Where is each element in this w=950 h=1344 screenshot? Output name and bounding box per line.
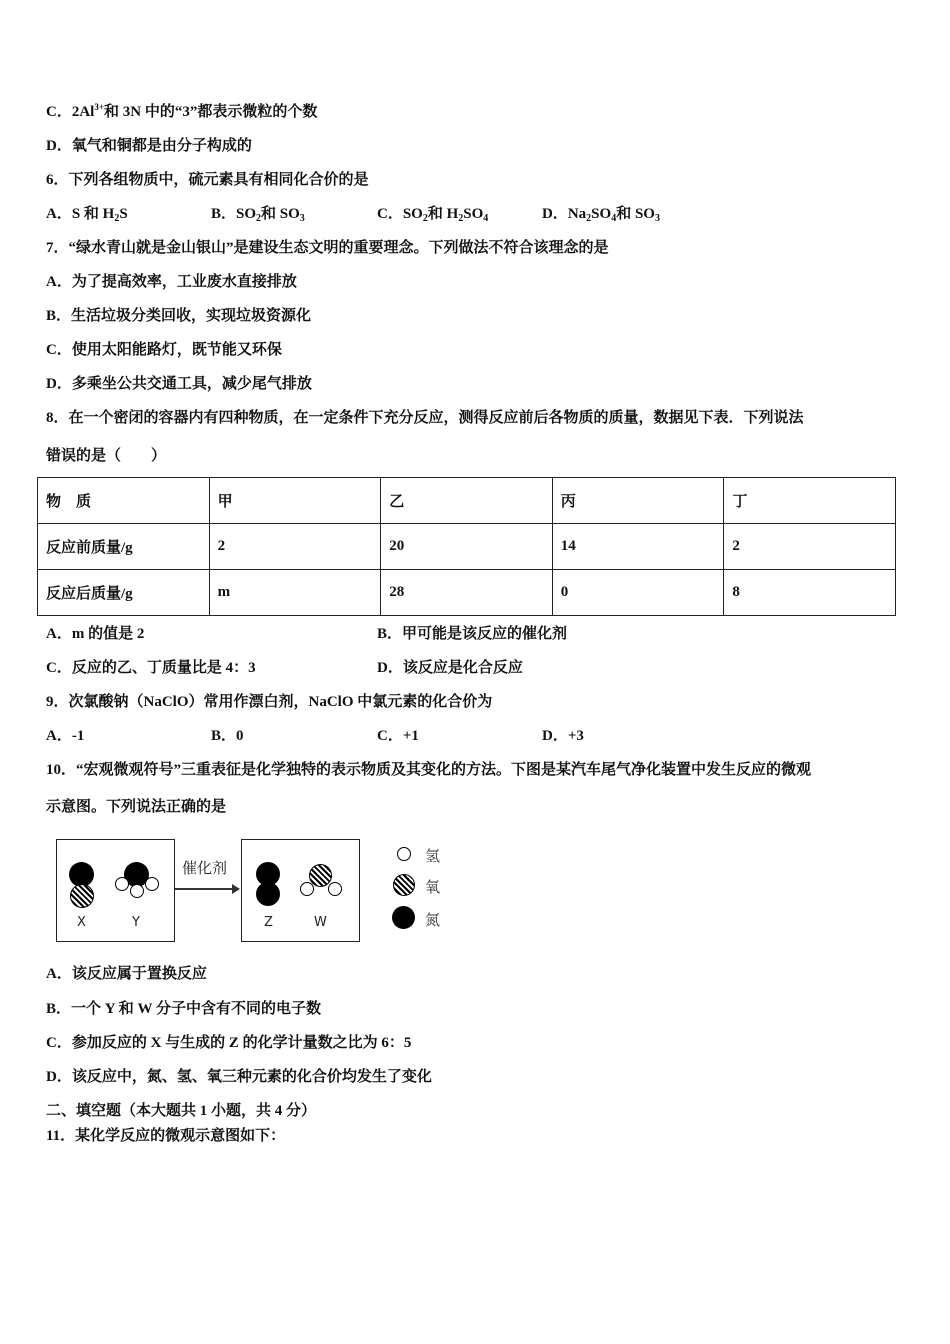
table-header-cell: 丁 <box>724 478 896 524</box>
molecule-label-y: Y <box>132 915 140 930</box>
table-row <box>38 570 896 616</box>
q8-stem-line1: 8．在一个密闭的容器内有四种物质，在一定条件下充分反应，测得反应前后各物质的质量，数据见下表．下列说法 <box>46 410 804 426</box>
table-cell: 反应后质量/g <box>38 570 210 616</box>
q6-stem: 6．下列各组物质中，硫元素具有相同化合价的是 <box>46 172 369 188</box>
q8-option-a: A．m 的值是 2 <box>46 626 145 642</box>
q8-stem-line2: 错误的是（ ） <box>46 448 167 464</box>
q6-option-a: A．S 和 $H_2S$ <box>46 206 128 224</box>
q6-option-b: B．$SO_2$和 $SO_3$ <box>211 206 305 224</box>
q7-option-c: C．使用太阳能路灯，既节能又环保 <box>46 342 282 358</box>
q10-option-d: D．该反应中，氮、氢、氧三种元素的化合价均发生了变化 <box>46 1069 432 1085</box>
table-row <box>38 524 896 570</box>
table-cell: 14 <box>552 524 724 570</box>
q10-option-b: B．一个 Y 和 W 分子中含有不同的电子数 <box>46 1001 322 1017</box>
charge-superscript: 3+ <box>94 102 104 112</box>
legend-label-hydrogen: 氢 <box>425 847 441 865</box>
q5-option-d: D．氧气和铜都是由分子构成的 <box>46 138 252 154</box>
q5-option-c <box>46 102 317 122</box>
molecule-label-z: Z <box>264 915 273 930</box>
table-cell: m <box>209 570 381 616</box>
section-title: 二、填空题（本大题共 1 小题，共 4 分） <box>46 1103 317 1119</box>
q7-option-d: D．多乘坐公共交通工具，减少尾气排放 <box>46 376 312 392</box>
arrow-head-icon <box>232 884 240 894</box>
q8-option-d: D．该反应是化合反应 <box>377 660 523 676</box>
q5-option-c-prefix: C．2Al <box>46 104 95 120</box>
nitrogen-atom-icon <box>256 882 280 906</box>
q8-option-c: C．反应的乙、丁质量比是 4：3 <box>46 660 256 676</box>
q7-stem: 7．“绿水青山就是金山银山”是建设生态文明的重要理念。下列做法不符合该理念的是 <box>46 240 609 256</box>
table-cell: 2 <box>209 524 381 570</box>
table-header-cell: 乙 <box>381 478 553 524</box>
q10-option-a: A．该反应属于置换反应 <box>46 966 207 982</box>
q9-option-c: C．+1 <box>377 728 419 744</box>
q6-options <box>46 204 906 224</box>
hydrogen-atom-icon <box>130 884 144 898</box>
oxygen-legend-icon <box>393 874 415 896</box>
q9-stem: 9．次氯酸钠（NaClO）常用作漂白剂，NaClO 中氯元素的化合价为 <box>46 694 493 710</box>
nitrogen-legend-icon <box>392 906 415 929</box>
catalyst-label: 催化剂 <box>182 859 228 877</box>
q8-options-row1 <box>46 624 906 644</box>
table-header-row <box>38 478 896 524</box>
legend-label-oxygen: 氧 <box>425 878 441 896</box>
q10-stem-line2: 示意图。下列说法正确的是 <box>46 799 227 815</box>
q11-stem: 11．某化学反应的微观示意图如下： <box>46 1128 286 1144</box>
hydrogen-atom-icon <box>115 877 129 891</box>
table-header-cell: 丙 <box>552 478 724 524</box>
q8-option-b: B．甲可能是该反应的催化剂 <box>377 626 568 642</box>
q5-option-c-text: 和 3N 中的“3”都表示微粒的个数 <box>103 104 318 120</box>
hydrogen-atom-icon <box>145 877 159 891</box>
table-cell: 20 <box>381 524 553 570</box>
molecule-label-w: W <box>314 915 327 930</box>
q7-option-a: A．为了提高效率，工业废水直接排放 <box>46 274 297 290</box>
reaction-diagram <box>56 839 456 944</box>
legend-label-nitrogen: 氮 <box>425 911 441 929</box>
q9-option-b: B．0 <box>211 728 244 744</box>
hydrogen-atom-icon <box>300 882 314 896</box>
q8-options-row2 <box>46 658 906 678</box>
table-cell: 反应前质量/g <box>38 524 210 570</box>
reactants-box <box>56 839 175 942</box>
q7-option-b: B．生活垃圾分类回收，实现垃圾资源化 <box>46 308 312 324</box>
q6-option-c: C．$SO_2$和 $H_2SO_4$ <box>377 206 489 224</box>
table-cell: 0 <box>552 570 724 616</box>
oxygen-atom-icon <box>309 864 332 887</box>
table-header-cell: 甲 <box>209 478 381 524</box>
hydrogen-atom-icon <box>328 882 342 896</box>
q9-options <box>46 726 906 746</box>
hydrogen-legend-icon <box>397 847 411 861</box>
q10-option-c: C．参加反应的 X 与生成的 Z 的化学计量数之比为 6：5 <box>46 1035 412 1051</box>
table-cell: 8 <box>724 570 896 616</box>
table-cell: 2 <box>724 524 896 570</box>
products-box <box>241 839 360 942</box>
table-cell: 28 <box>381 570 553 616</box>
table-header-cell: 物 质 <box>38 478 210 524</box>
mass-table <box>37 477 896 616</box>
q9-option-a: A．-1 <box>46 728 85 744</box>
reaction-arrow-line <box>175 888 233 890</box>
molecule-label-x: X <box>77 915 86 930</box>
q6-option-d: D．$Na_2SO_4$和 $SO_3$ <box>542 206 660 224</box>
oxygen-atom-icon <box>70 884 94 908</box>
q10-stem-line1: 10．“宏观微观符号”三重表征是化学独特的表示物质及其变化的方法。下图是某汽车尾气净化装置中发生反应的微观 <box>46 762 812 778</box>
q9-option-d: D．+3 <box>542 728 584 744</box>
